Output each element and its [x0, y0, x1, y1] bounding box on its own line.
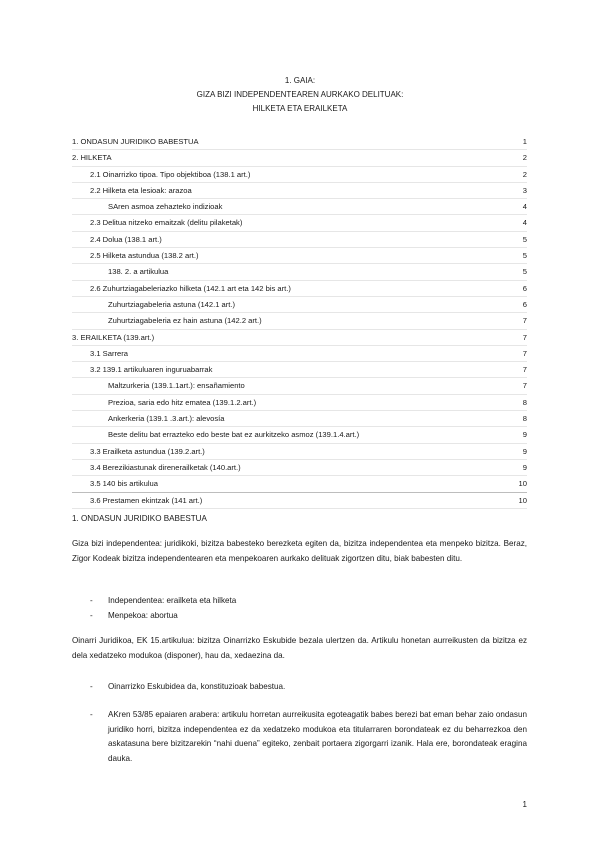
document-title — [0, 74, 600, 116]
toc-entry-text: Zuhurtziagabeleria ez hain astuna (142.2 art.) — [108, 316, 262, 326]
toc-entry[interactable] — [72, 444, 527, 460]
toc-entry-page: 5 — [522, 251, 527, 261]
paragraph: Oinarri Juridikoa, EK 15.artikulua: bizitza Oinarrizko Eskubide bezala ulertzen da. Artikulu honetan aurreikusten da bizitza ez dela xedatzeko modukoa (disponer), hau da, xedaezina da. — [72, 636, 527, 660]
toc-entry-text: SAren asmoa zehazteko indizioak — [108, 202, 223, 212]
toc-entry-text: 3.5 140 bis artikulua — [90, 479, 158, 489]
toc-entry-text: 2.3 Delitua nitzeko emaitzak (delitu pilaketak) — [90, 218, 243, 228]
toc-entry-text: 2.4 Dolua (138.1 art.) — [90, 234, 162, 244]
list-item-text: Independentea: erailketa eta hilketa — [108, 596, 237, 605]
paragraph: Giza bizi independentea: juridikoki, bizitza babesteko berezketa egiten da, bizitza independentea eta menpeko bizitza. Beraz, Zigor Kodeak bizitza independentearen eta menpekoaren aurkako delituak zigortzen ditu, biak babesten ditu. — [72, 539, 527, 563]
toc-entry-text: 3.3 Erailketa astundua (139.2.art.) — [90, 446, 205, 456]
toc-entry-text: Maltzurkeria (139.1.1art.): ensañamiento — [108, 381, 245, 391]
section-heading: 1. ONDASUN JURIDIKO BABESTUA — [72, 514, 207, 523]
toc-entry[interactable] — [72, 346, 527, 362]
toc-entry[interactable] — [72, 248, 527, 264]
toc-entry[interactable] — [72, 167, 527, 183]
list-item — [90, 680, 527, 695]
toc-entry[interactable] — [72, 362, 527, 378]
toc-entry-page: 8 — [522, 414, 527, 424]
toc-entry-page: 6 — [522, 283, 527, 293]
toc-entry-page: 5 — [522, 234, 527, 244]
toc-entry-page: 7 — [522, 381, 527, 391]
toc-entry[interactable] — [72, 183, 527, 199]
toc-entry-text: Zuhurtziagabeleria astuna (142.1 art.) — [108, 299, 236, 309]
title-line-3: HILKETA ETA ERAILKETA — [252, 104, 348, 113]
toc-entry[interactable] — [72, 199, 527, 215]
toc-entry-page: 9 — [522, 430, 527, 440]
divider — [72, 492, 527, 493]
toc-entry[interactable] — [72, 281, 527, 297]
toc-entry-text: Beste delitu bat errazteko edo beste bat ez aurkitzeko asmoz (139.1.4.art.) — [108, 430, 360, 440]
toc-entry[interactable] — [72, 264, 527, 280]
toc-entry-text: 3.1 Sarrera — [90, 348, 128, 358]
toc-entry[interactable] — [72, 476, 527, 492]
toc-entry-page: 3 — [522, 185, 527, 195]
toc-entry-text: 2.6 Zuhurtziagabeleriazko hilketa (142.1 art eta 142 bis art.) — [90, 283, 291, 293]
toc-entry-page: 6 — [522, 299, 527, 309]
toc-entry-page: 1 — [522, 137, 527, 146]
title-line-2: GIZA BIZI INDEPENDENTEAREN AURKAKO DELITUAK: — [196, 90, 404, 99]
toc-entry-text: 2.5 Hilketa astundua (138.2 art.) — [90, 251, 199, 261]
toc-entry-page: 2 — [522, 153, 527, 163]
toc-entry-page: 7 — [522, 316, 527, 326]
list-item — [90, 594, 527, 609]
toc-entry-text: 3.2 139.1 artikuluaren inguruabarrak — [90, 365, 213, 375]
bullet-dash: - — [90, 611, 93, 620]
toc-entry-text: 2.2 Hilketa eta lesioak: arazoa — [90, 185, 192, 195]
toc-entry[interactable] — [72, 150, 527, 166]
toc-entry-text: Ankerkeria (139.1 .3.art.): alevosía — [108, 414, 225, 424]
toc-entry-page: 9 — [522, 446, 527, 456]
toc-entry[interactable] — [72, 427, 527, 443]
toc-entry-page: 8 — [522, 397, 527, 407]
toc-entry[interactable] — [72, 215, 527, 231]
toc-entry-text: 2. HILKETA — [72, 153, 112, 163]
toc-entry[interactable] — [72, 378, 527, 394]
toc-entry-page: 10 — [518, 479, 527, 489]
toc-entry-text: 2.1 Oinarrizko tipoa. Tipo objektiboa (138.1 art.) — [90, 169, 251, 179]
toc-entry[interactable] — [72, 395, 527, 411]
toc-entry[interactable] — [72, 232, 527, 248]
toc-entry[interactable] — [72, 297, 527, 313]
list-item-text: Menpekoa: abortua — [108, 611, 178, 620]
list-item-text: Oinarrizko Eskubidea da, konstituzioak babestua. — [108, 682, 286, 691]
toc-entry-page: 5 — [522, 267, 527, 277]
toc-entry-page: 7 — [522, 365, 527, 375]
toc-entry-text: 3.4 Berezikiastunak direnerailketak (140.art.) — [90, 462, 241, 472]
toc-entry-page: 7 — [522, 332, 527, 342]
bullet-dash: - — [90, 596, 93, 605]
toc-entry[interactable] — [72, 313, 527, 329]
page-number: 1 — [522, 800, 527, 809]
toc-entry-page: 2 — [522, 169, 527, 179]
table-of-contents — [72, 134, 527, 509]
toc-entry-page: 7 — [522, 348, 527, 358]
toc-entry[interactable] — [72, 134, 527, 150]
toc-entry-page: 9 — [522, 462, 527, 472]
toc-entry-page: 4 — [522, 202, 527, 212]
toc-entry-text: 1. ONDASUN JURIDIKO BABESTUA — [72, 137, 199, 146]
toc-entry-page: 10 — [518, 495, 527, 505]
list-item-text: AKren 53/85 epaiaren arabera: artikulu horretan aurreikusita egoteagatik babes berezi bat eman behar zaio ondasun juridiko horri, bizitza independentea ez da xedatzeko modukoa eta titularraren borondateak ez du beharrezkoa den askatasuna bere bizitzarekin “nahi duena” egiteko, zenbait portaera zigorgarri izanik. Hala ere, borondateak eragina dauka. — [108, 710, 527, 763]
toc-entry-text: 3.6 Prestamen ekintzak (141 art.) — [90, 495, 203, 505]
toc-entry[interactable] — [72, 330, 527, 346]
toc-entry[interactable] — [72, 493, 527, 509]
toc-entry-text: Prezioa, saria edo hitz ematea (139.1.2.art.) — [108, 397, 257, 407]
toc-entry-page: 4 — [522, 218, 527, 228]
toc-entry-text: 3. ERAILKETA (139.art.) — [72, 332, 155, 342]
bullet-dash: - — [90, 710, 93, 719]
list-item — [90, 609, 527, 624]
toc-entry-text: 138. 2. a artikulua — [108, 267, 169, 277]
toc-entry[interactable] — [72, 411, 527, 427]
list-item — [90, 708, 527, 766]
title-line-1: 1. GAIA: — [284, 76, 316, 85]
bullet-dash: - — [90, 682, 93, 691]
toc-entry[interactable] — [72, 460, 527, 476]
